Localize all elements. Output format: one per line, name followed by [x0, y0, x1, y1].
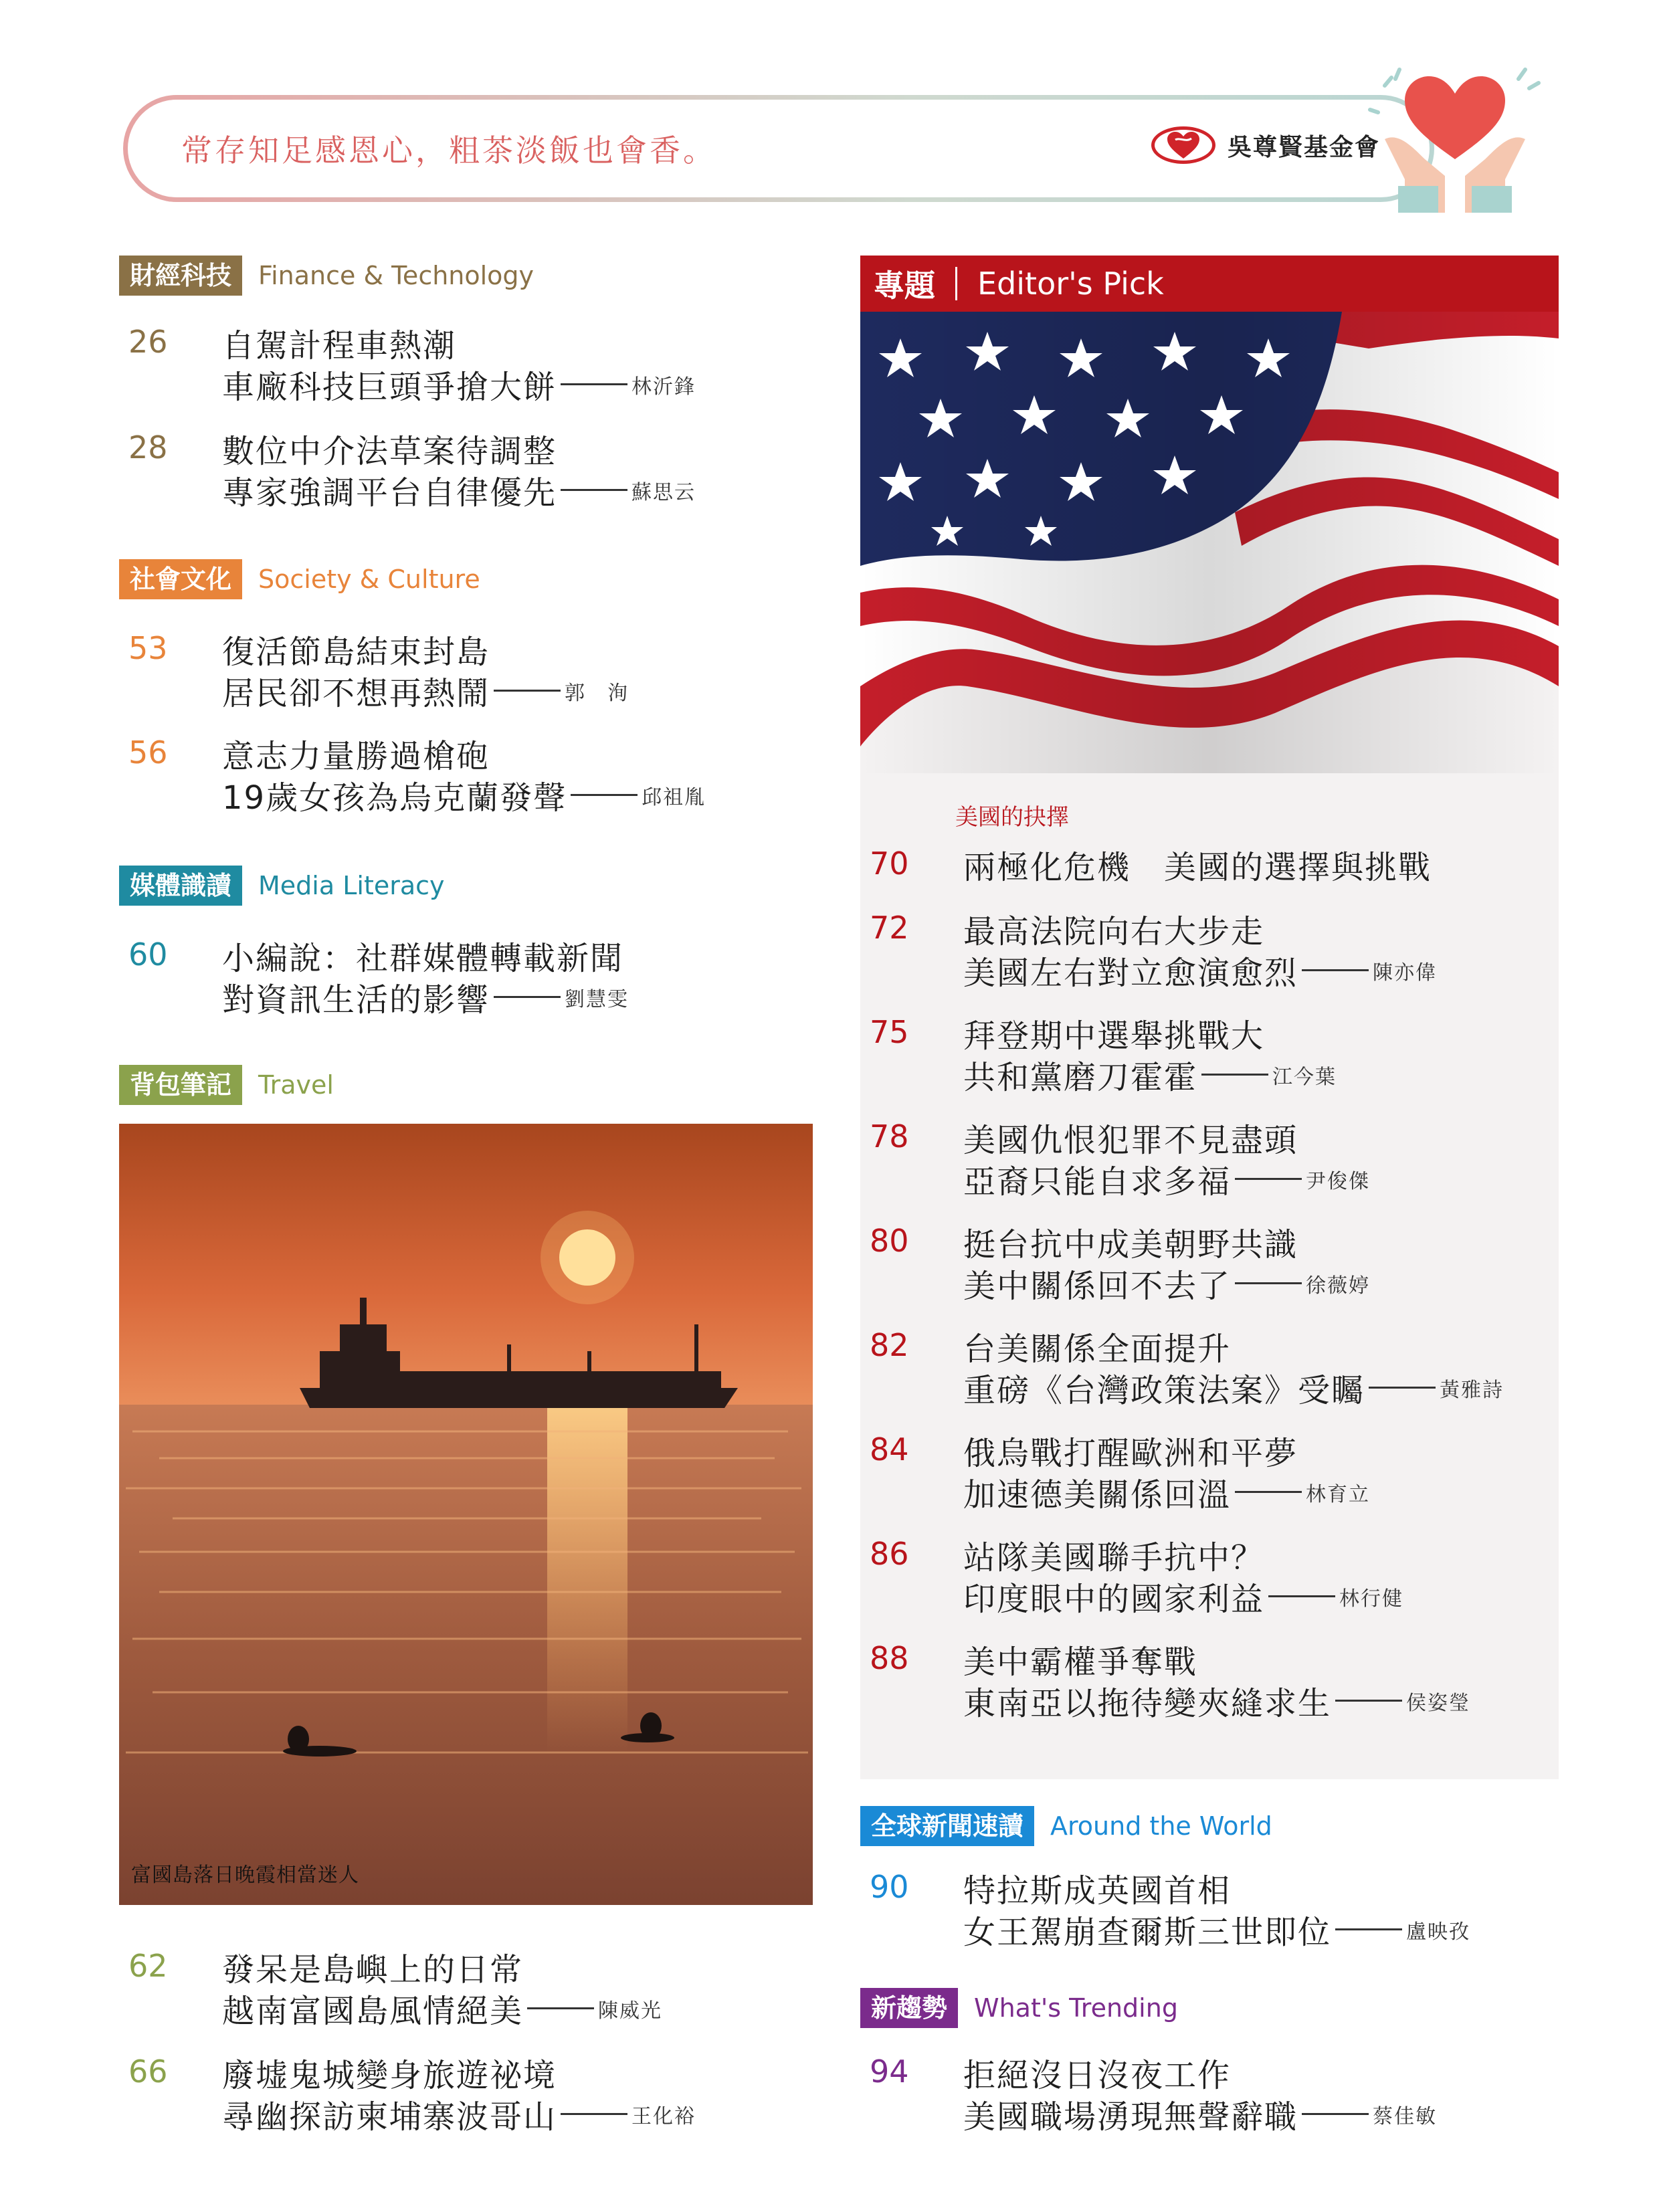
entry-title-line2	[222, 361, 696, 407]
author-dash	[1235, 1282, 1302, 1284]
us-flag-image	[860, 312, 1559, 773]
author-dash	[561, 383, 627, 385]
entry-title-line1: 台美關係全面提升	[963, 1330, 1232, 1368]
entry-title-line1: 美國仇恨犯罪不見盡頭	[963, 1122, 1298, 1159]
author-name: 盧映孜	[1406, 1920, 1471, 1944]
entry-title-text: 共和黨磨刀霍霍	[963, 1059, 1198, 1096]
entry-title-text: 對資訊生活的影響	[222, 981, 490, 1019]
author-dash	[1268, 1595, 1335, 1597]
page-number: 90	[870, 1869, 909, 1905]
entry-title-line2	[963, 947, 1437, 993]
author-dash	[1235, 1178, 1302, 1180]
entry-title-line2	[963, 1678, 1470, 1724]
page-number: 80	[870, 1223, 909, 1259]
entry-title-line1: 美中霸權爭奪戰	[963, 1643, 1198, 1681]
section-travel	[119, 1065, 334, 1105]
author-name: 陳威光	[598, 1999, 663, 2023]
author-name: 王化裕	[631, 2104, 696, 2128]
entry-title-line2	[963, 1156, 1370, 1202]
entry-title-text: 東南亞以拖待變夾縫求生	[963, 1685, 1332, 1722]
entry-title-line1: 特拉斯成英國首相	[963, 1872, 1232, 1910]
section-trending	[860, 1988, 1178, 2028]
entry-title-line2	[222, 974, 629, 1020]
pick-subtitle: 美國的抉擇	[955, 804, 1069, 831]
author-name: 林行健	[1339, 1587, 1404, 1611]
page-number: 82	[870, 1327, 909, 1363]
entry-title-line2	[963, 1573, 1403, 1619]
section-tag-finance: 財經科技	[119, 256, 242, 296]
entry-title-line2	[222, 2091, 696, 2137]
entry-title-text: 美國職場湧現無聲辭職	[963, 2098, 1298, 2136]
section-title-finance: Finance & Technology	[258, 261, 534, 290]
author-name: 黃雅詩	[1440, 1378, 1504, 1402]
author-dash	[1302, 969, 1369, 971]
entry-title-line1: 最高法院向右大步走	[963, 913, 1265, 950]
entry-title-line1: 發呆是島嶼上的日常	[222, 1951, 524, 1989]
page-number: 62	[128, 1948, 168, 1984]
sunset-photo	[119, 1124, 813, 1905]
entry-title-line2	[963, 2091, 1437, 2137]
entry-title-line2	[222, 1985, 662, 2031]
editors-pick-title: Editor's Pick	[977, 266, 1164, 302]
section-tag-society: 社會文化	[119, 559, 242, 599]
entry-title-line1: 小編說：社群媒體轉載新聞	[222, 940, 624, 977]
entry-title-text: 專家強調平台自律優先	[222, 474, 557, 512]
entry-title-line1: 兩極化危機 美國的選擇與挑戰	[963, 849, 1432, 886]
entry-title-line2	[963, 1051, 1337, 1098]
author-name: 林沂鋒	[631, 375, 696, 399]
heart-logo-icon	[1151, 126, 1215, 164]
motto-banner	[123, 95, 1434, 202]
photo-caption: 富國島落日晚霞相當迷人	[131, 1864, 359, 1887]
entry-title-line2	[222, 467, 696, 513]
entry-title-line2	[222, 668, 629, 714]
entry-title-text: 美中關係回不去了	[963, 1268, 1232, 1305]
entry-title-line1: 挺台抗中成美朝野共識	[963, 1226, 1298, 1264]
author-dash	[494, 996, 561, 998]
page-number: 84	[870, 1431, 909, 1468]
author-dash	[1302, 2113, 1369, 2115]
section-title-world: Around the World	[1050, 1811, 1272, 1841]
author-name: 郭 洵	[565, 681, 629, 705]
page-number: 78	[870, 1118, 909, 1154]
author-dash	[494, 690, 561, 692]
entry-title-text: 美國左右對立愈演愈烈	[963, 954, 1298, 992]
section-media	[119, 866, 445, 906]
section-tag-media: 媒體識讀	[119, 866, 242, 906]
entry-title-text: 亞裔只能自求多福	[963, 1163, 1232, 1201]
section-title-media: Media Literacy	[258, 871, 445, 900]
author-name: 邱祖胤	[642, 785, 706, 809]
entry-title-text: 印度眼中的國家利益	[963, 1581, 1265, 1618]
hands-holding-heart-icon	[1358, 59, 1552, 213]
foundation-brand	[1151, 126, 1380, 164]
entry-title-text: 重磅《台灣政策法案》受矚	[963, 1372, 1365, 1409]
section-world	[860, 1806, 1272, 1846]
page-number: 26	[128, 324, 168, 360]
page-number: 88	[870, 1640, 909, 1676]
author-name: 劉慧雯	[565, 987, 629, 1011]
page-number: 72	[870, 910, 909, 946]
editors-pick-header	[860, 256, 1559, 312]
author-dash	[527, 2007, 594, 2009]
section-title-society: Society & Culture	[258, 565, 480, 594]
section-tag-trending: 新趨勢	[860, 1988, 958, 2028]
page-number: 56	[128, 734, 168, 771]
page-number: 28	[128, 429, 168, 466]
entry-title-text: 越南富國島風情絕美	[222, 1993, 524, 2030]
entry-title-line2	[222, 772, 706, 818]
author-name: 林育立	[1306, 1482, 1371, 1506]
entry-title-line1: 拒絕沒日沒夜工作	[963, 2057, 1232, 2094]
entry-title-text: 車廠科技巨頭爭搶大餅	[222, 369, 557, 406]
page-number: 66	[128, 2053, 168, 2090]
entry-title-line1: 自駕計程車熱潮	[222, 327, 457, 365]
author-dash	[1335, 1700, 1402, 1702]
entry-title-line1: 廢墟鬼城變身旅遊祕境	[222, 2057, 557, 2094]
section-tag-travel: 背包筆記	[119, 1065, 242, 1105]
entry-title-line1: 意志力量勝過槍砲	[222, 738, 490, 775]
entry-title-text: 19歲女孩為烏克蘭發聲	[222, 779, 567, 817]
foundation-name: 吳尊賢基金會	[1228, 132, 1381, 161]
motto-text: 常存知足感恩心，粗茶淡飯也會香。	[181, 132, 716, 169]
motto-banner-inner	[128, 100, 1430, 197]
author-dash	[561, 489, 627, 491]
author-name: 陳亦偉	[1373, 961, 1438, 985]
section-society	[119, 559, 480, 599]
entry-title-line2	[963, 1365, 1504, 1411]
entry-title-text: 尋幽探訪柬埔寨波哥山	[222, 2098, 557, 2136]
page-number: 60	[128, 936, 168, 973]
entry-title-line1: 數位中介法草案待調整	[222, 433, 557, 470]
entry-title-text: 居民卻不想再熱鬧	[222, 675, 490, 712]
section-finance	[119, 256, 534, 296]
entry-title-line1: 拜登期中選舉挑戰大	[963, 1017, 1265, 1055]
page-number: 75	[870, 1014, 909, 1050]
section-title-travel: Travel	[258, 1070, 334, 1100]
author-dash	[1201, 1074, 1268, 1076]
author-dash	[1335, 1928, 1402, 1930]
header-divider	[955, 267, 957, 300]
author-name: 侯姿瑩	[1406, 1691, 1471, 1715]
section-tag-world: 全球新聞速讀	[860, 1806, 1034, 1846]
entry-title-line1: 復活節島結束封島	[222, 633, 490, 671]
entry-title-text: 加速德美關係回溫	[963, 1476, 1232, 1514]
author-name: 徐薇婷	[1306, 1274, 1371, 1298]
page-number: 70	[870, 845, 909, 882]
author-dash	[1369, 1387, 1436, 1389]
entry-title-line2	[963, 1906, 1470, 1952]
entry-title-line1: 俄烏戰打醒歐洲和平夢	[963, 1435, 1298, 1472]
entry-title-text: 女王駕崩查爾斯三世即位	[963, 1914, 1332, 1951]
page-number: 94	[870, 2053, 909, 2090]
entry-title-line2	[963, 1260, 1370, 1306]
author-dash	[571, 794, 638, 796]
entry-title-line2	[963, 1469, 1370, 1515]
author-name: 尹俊傑	[1306, 1169, 1371, 1193]
entry-title-line1: 站隊美國聯手抗中？	[963, 1539, 1265, 1577]
author-name: 蘇思云	[631, 480, 696, 504]
page-number: 86	[870, 1536, 909, 1572]
page-number: 53	[128, 630, 168, 666]
section-title-trending: What's Trending	[974, 1993, 1178, 2023]
author-dash	[1235, 1491, 1302, 1493]
author-name: 蔡佳敏	[1373, 2104, 1438, 2128]
author-name: 江今葉	[1272, 1065, 1337, 1089]
editors-pick-tag: 專題	[874, 268, 935, 304]
author-dash	[561, 2113, 627, 2115]
